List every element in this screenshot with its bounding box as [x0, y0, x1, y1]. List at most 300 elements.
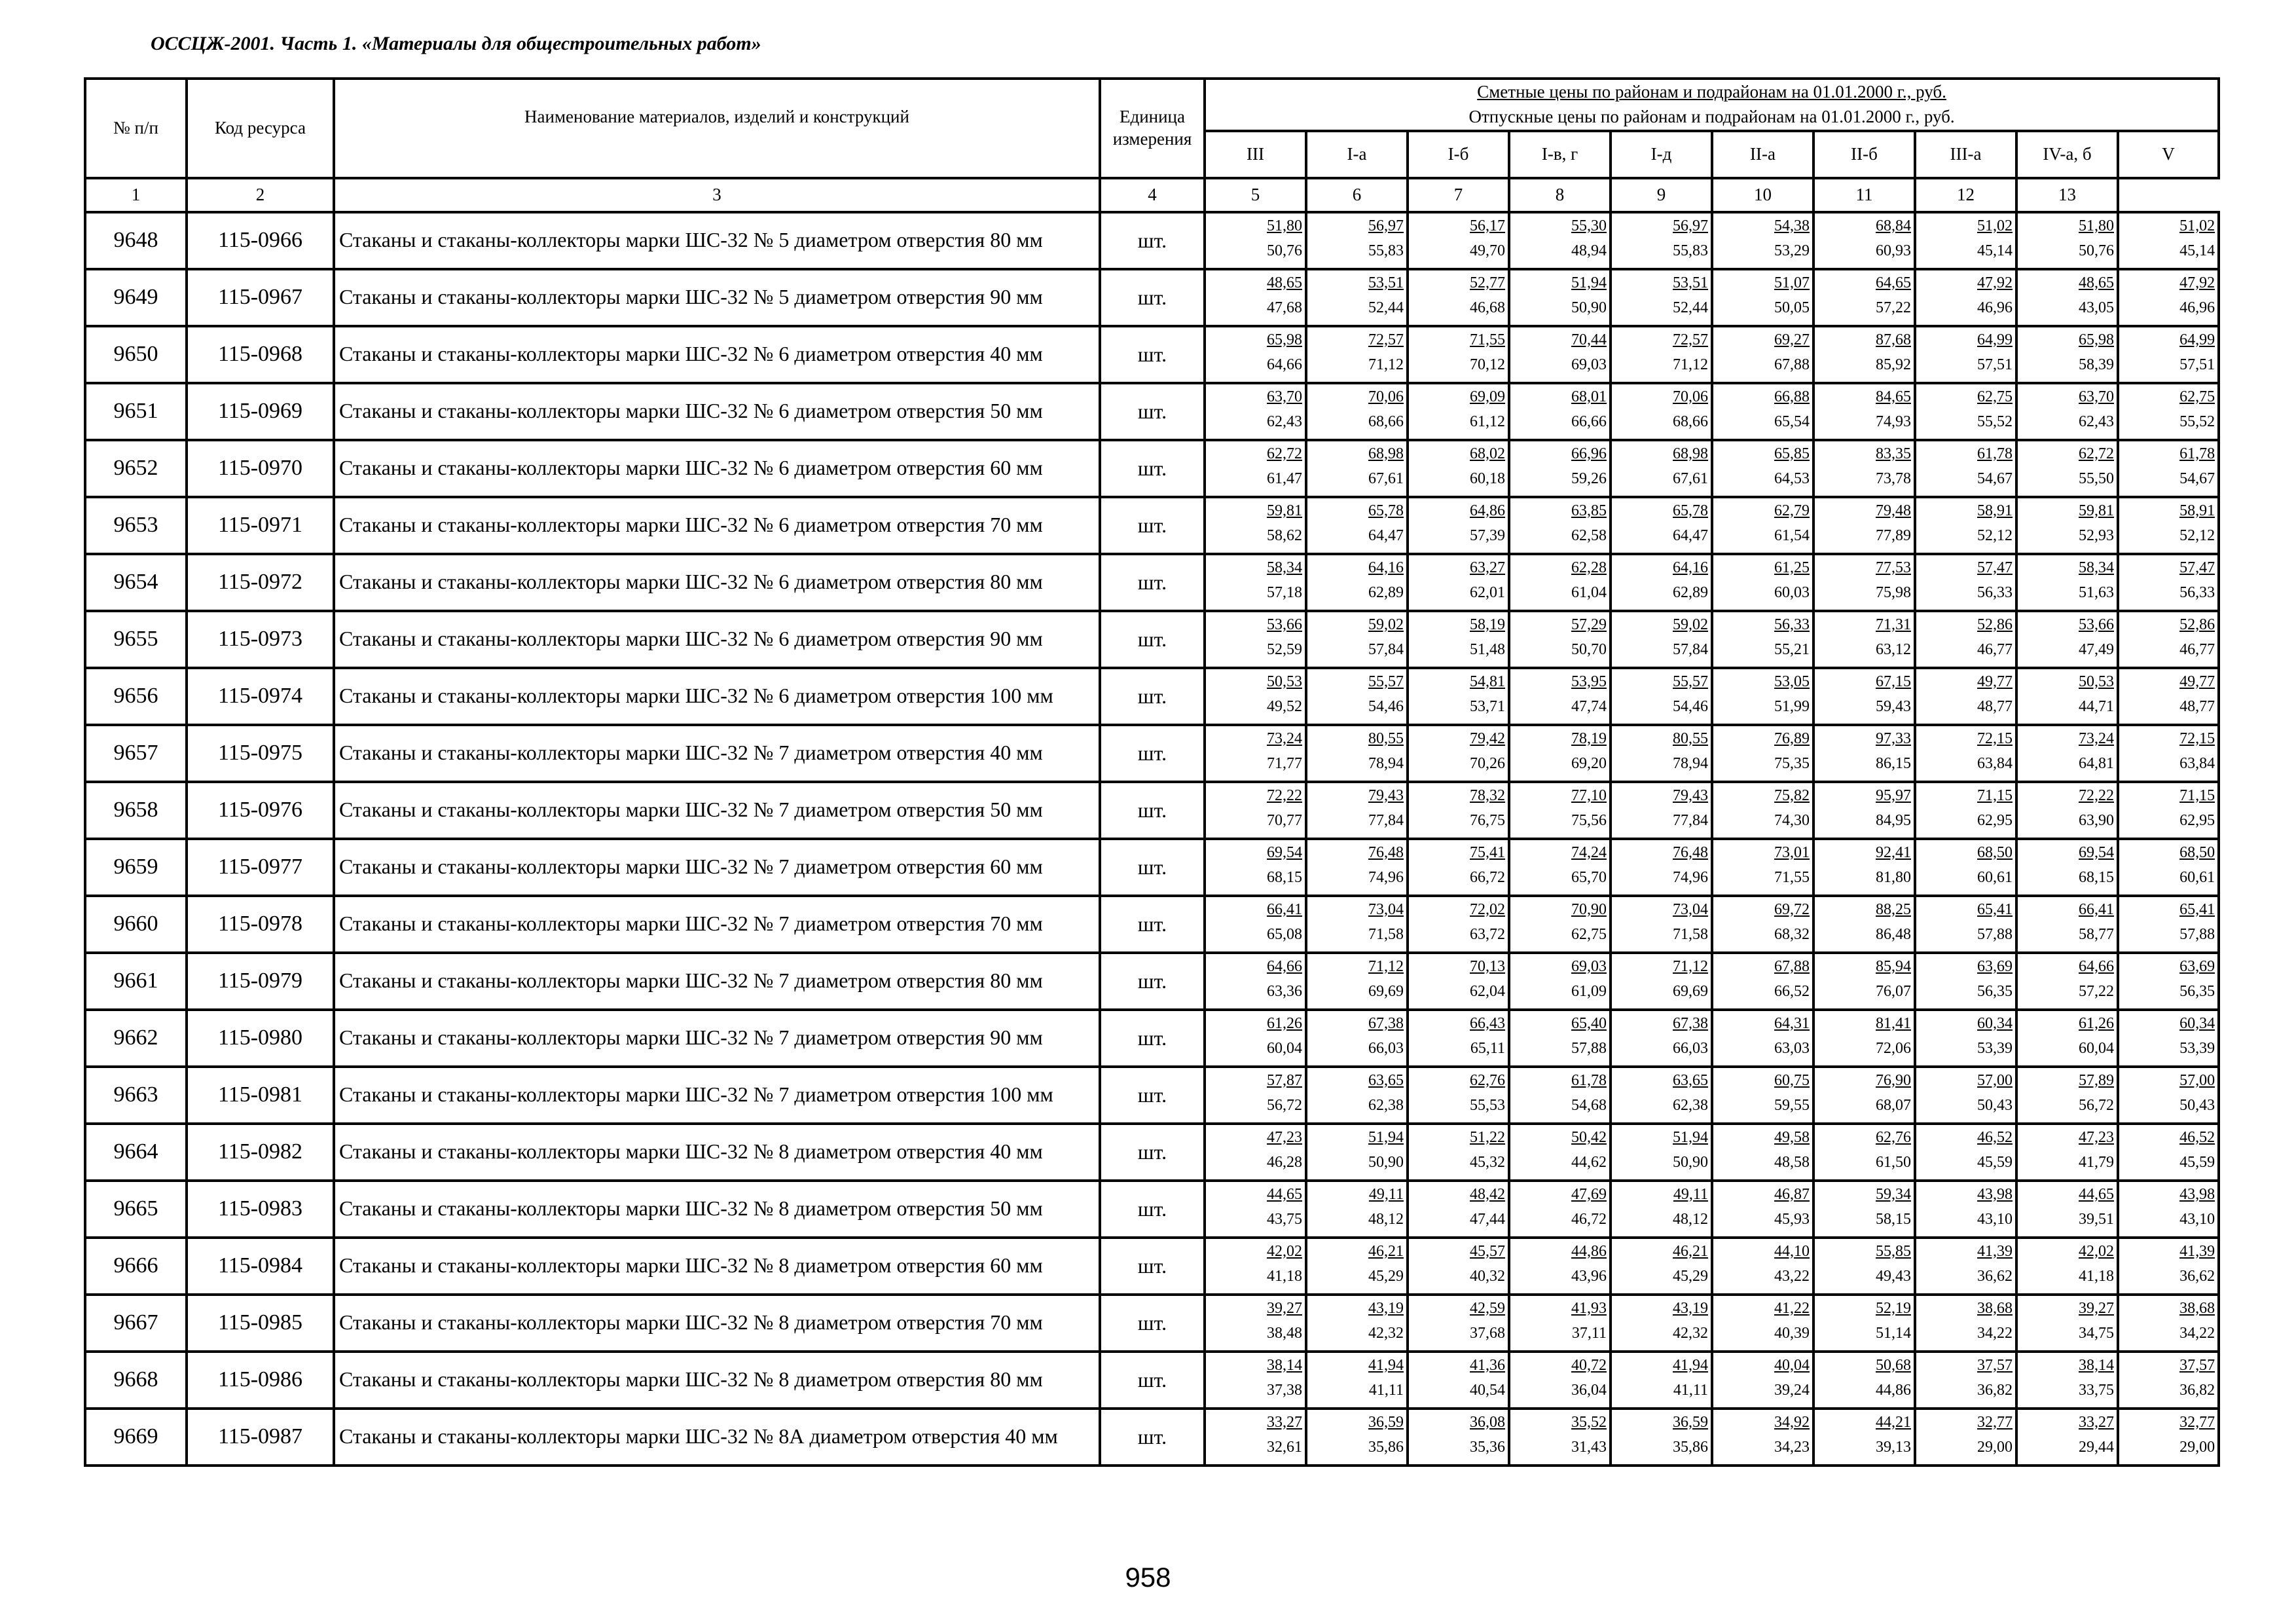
price-cell [2016, 782, 2118, 839]
release-price: 44,86 [1876, 1381, 1911, 1399]
price-cell [1813, 1352, 1915, 1409]
row-number: 9661 [85, 953, 187, 1010]
estimated-price: 34,92 [1774, 1413, 1810, 1431]
row-number: 9650 [85, 326, 187, 383]
price-cell [1712, 1067, 1813, 1124]
price-cell [2016, 554, 2118, 611]
estimated-price: 68,01 [1571, 388, 1607, 405]
estimated-price: 46,52 [2179, 1128, 2215, 1146]
estimated-price: 69,54 [1267, 843, 1302, 861]
table-row [85, 1409, 2219, 1466]
price-cell [1611, 1181, 1712, 1238]
price-cell [1509, 1409, 1611, 1466]
release-price: 35,86 [1368, 1438, 1404, 1456]
release-price: 65,11 [1470, 1039, 1505, 1057]
row-number: 9652 [85, 440, 187, 497]
release-price: 57,22 [2079, 982, 2114, 1000]
table-row [85, 1181, 2219, 1238]
price-cell [1306, 1295, 1408, 1352]
price-cell [1205, 1181, 1306, 1238]
estimated-price: 64,86 [1470, 502, 1505, 519]
price-cell [1813, 1409, 1915, 1466]
estimated-price: 69,54 [2079, 843, 2114, 861]
row-number: 9648 [85, 212, 187, 269]
release-price: 44,71 [2079, 697, 2114, 715]
resource-code: 115-0983 [187, 1181, 334, 1238]
release-price: 42,32 [1368, 1324, 1404, 1342]
price-cell [1408, 212, 1509, 269]
release-price: 55,50 [2079, 470, 2114, 487]
estimated-price: 47,69 [1571, 1185, 1607, 1203]
release-price: 39,13 [1876, 1438, 1911, 1456]
release-price: 49,70 [1470, 242, 1505, 259]
price-cell [1915, 1067, 2016, 1124]
estimated-price: 41,93 [1571, 1299, 1607, 1317]
price-cell [1509, 1238, 1611, 1295]
release-price: 62,58 [1571, 526, 1607, 544]
price-cell [1205, 839, 1306, 896]
price-cell [1915, 953, 2016, 1010]
release-price: 50,76 [1267, 242, 1302, 259]
region-header: I-в, г [1509, 131, 1611, 178]
unit: шт. [1100, 1409, 1205, 1466]
table-row [85, 1295, 2219, 1352]
release-price: 64,47 [1673, 526, 1708, 544]
release-price: 39,51 [2079, 1210, 2114, 1228]
estimated-price: 51,80 [1267, 217, 1302, 234]
estimated-price: 77,10 [1571, 786, 1607, 804]
release-price: 64,81 [2079, 754, 2114, 772]
estimated-price: 73,04 [1368, 900, 1404, 918]
estimated-price: 62,79 [1774, 502, 1810, 519]
release-price: 52,59 [1267, 640, 1302, 658]
price-cell [1509, 1124, 1611, 1181]
price-cell [1611, 668, 1712, 725]
price-cell [2016, 383, 2118, 440]
release-price: 66,66 [1571, 413, 1607, 430]
release-price: 76,07 [1876, 982, 1911, 1000]
release-price: 52,12 [1977, 526, 2013, 544]
column-number: 11 [1813, 178, 1915, 212]
estimated-price: 44,21 [1876, 1413, 1911, 1431]
price-cell [2016, 1352, 2118, 1409]
release-price: 77,89 [1876, 526, 1911, 544]
price-cell [1915, 1181, 2016, 1238]
estimated-price: 51,94 [1673, 1128, 1708, 1146]
release-price: 67,61 [1673, 470, 1708, 487]
price-cell [1408, 782, 1509, 839]
release-price: 55,21 [1774, 640, 1810, 658]
release-price: 29,00 [1977, 1438, 2013, 1456]
price-cell [1915, 839, 2016, 896]
price-cell [1813, 1067, 1915, 1124]
price-cell [1509, 1181, 1611, 1238]
page-number: 958 [1125, 1562, 1171, 1593]
row-number: 9655 [85, 611, 187, 668]
unit: шт. [1100, 1295, 1205, 1352]
estimated-price: 43,98 [1977, 1185, 2013, 1203]
table-row [85, 440, 2219, 497]
estimated-price: 71,15 [1977, 786, 2013, 804]
estimated-price: 51,94 [1368, 1128, 1404, 1146]
estimated-price: 36,59 [1368, 1413, 1404, 1431]
table-row [85, 497, 2219, 554]
resource-code: 115-0975 [187, 725, 334, 782]
estimated-price: 73,01 [1774, 843, 1810, 861]
estimated-price: 41,94 [1673, 1356, 1708, 1374]
estimated-price: 58,91 [2179, 502, 2215, 519]
estimated-price: 68,02 [1470, 445, 1505, 462]
price-cell [2118, 839, 2219, 896]
release-price: 71,58 [1673, 925, 1708, 943]
release-price: 65,08 [1267, 925, 1302, 943]
release-price: 61,54 [1774, 526, 1810, 544]
release-price: 66,52 [1774, 982, 1810, 1000]
price-cell [1509, 1010, 1611, 1067]
price-cell [1205, 725, 1306, 782]
release-price: 52,12 [2179, 526, 2215, 544]
estimated-price: 69,72 [1774, 900, 1810, 918]
estimated-price: 63,70 [2079, 388, 2114, 405]
estimated-price: 56,97 [1368, 217, 1404, 234]
estimated-price: 64,31 [1774, 1014, 1810, 1032]
release-price: 47,44 [1470, 1210, 1505, 1228]
price-cell [1712, 554, 1813, 611]
release-price: 46,72 [1571, 1210, 1607, 1228]
release-price: 35,86 [1673, 1438, 1708, 1456]
release-price: 69,20 [1571, 754, 1607, 772]
release-price: 58,62 [1267, 526, 1302, 544]
release-price: 78,94 [1368, 754, 1404, 772]
estimated-price: 60,34 [1977, 1014, 2013, 1032]
column-number: 6 [1306, 178, 1408, 212]
estimated-price: 79,42 [1470, 729, 1505, 747]
estimated-price: 53,51 [1368, 274, 1404, 291]
estimated-price: 52,86 [2179, 616, 2215, 633]
price-cell [2118, 269, 2219, 326]
release-price: 45,59 [1977, 1153, 2013, 1171]
release-price: 47,74 [1571, 697, 1607, 715]
table-row [85, 782, 2219, 839]
estimated-price: 68,84 [1876, 217, 1911, 234]
release-price: 38,48 [1267, 1324, 1302, 1342]
estimated-price: 68,50 [1977, 843, 2013, 861]
unit: шт. [1100, 269, 1205, 326]
price-cell [1205, 896, 1306, 953]
release-price: 56,72 [1267, 1096, 1302, 1114]
price-cell [1306, 1067, 1408, 1124]
price-cell [1712, 1124, 1813, 1181]
release-price: 57,84 [1368, 640, 1404, 658]
estimated-price: 47,23 [1267, 1128, 1302, 1146]
price-cell [1306, 1010, 1408, 1067]
resource-code: 115-0971 [187, 497, 334, 554]
price-cell [1712, 725, 1813, 782]
estimated-price: 62,75 [1977, 388, 2013, 405]
material-name: Стаканы и стаканы-коллекторы марки ШС-32 № 7 диаметром отверстия 70 мм [334, 896, 1100, 953]
resource-code: 115-0980 [187, 1010, 334, 1067]
price-cell [1813, 1124, 1915, 1181]
price-cell [1306, 725, 1408, 782]
estimated-price: 74,24 [1571, 843, 1607, 861]
release-price: 39,24 [1774, 1381, 1810, 1399]
release-price: 50,43 [2179, 1096, 2215, 1114]
release-price: 50,43 [1977, 1096, 2013, 1114]
estimated-price: 73,24 [2079, 729, 2114, 747]
column-number: 2 [187, 178, 334, 212]
header-release-prices: Отпускные цены по районам и подрайонам на 01.01.2000 г., руб. [1468, 106, 1955, 126]
estimated-price: 71,31 [1876, 616, 1911, 633]
estimated-price: 67,88 [1774, 957, 1810, 975]
estimated-price: 63,65 [1368, 1071, 1404, 1089]
price-cell [1915, 1238, 2016, 1295]
price-cell [1205, 326, 1306, 383]
estimated-price: 48,42 [1470, 1185, 1505, 1203]
estimated-price: 70,06 [1673, 388, 1708, 405]
price-cell [1306, 668, 1408, 725]
estimated-price: 77,53 [1876, 559, 1911, 576]
price-cell [1306, 1238, 1408, 1295]
resource-code: 115-0966 [187, 212, 334, 269]
estimated-price: 92,41 [1876, 843, 1911, 861]
price-cell [1408, 554, 1509, 611]
estimated-price: 46,21 [1368, 1242, 1404, 1260]
price-cell [1813, 554, 1915, 611]
release-price: 29,00 [2179, 1438, 2215, 1456]
release-price: 37,68 [1470, 1324, 1505, 1342]
price-cell [1408, 839, 1509, 896]
region-header: II-б [1813, 131, 1915, 178]
price-cell [2118, 953, 2219, 1010]
region-header: I-д [1611, 131, 1712, 178]
price-cell [2118, 782, 2219, 839]
estimated-price: 61,78 [2179, 445, 2215, 462]
price-cell [1611, 269, 1712, 326]
price-cell [1712, 326, 1813, 383]
release-price: 85,92 [1876, 356, 1911, 373]
release-price: 60,93 [1876, 242, 1911, 259]
price-cell [1205, 1352, 1306, 1409]
estimated-price: 55,85 [1876, 1242, 1911, 1260]
price-cell [2118, 212, 2219, 269]
release-price: 71,58 [1368, 925, 1404, 943]
release-price: 29,44 [2079, 1438, 2114, 1456]
estimated-price: 72,02 [1470, 900, 1505, 918]
release-price: 50,76 [2079, 242, 2114, 259]
release-price: 56,35 [1977, 982, 2013, 1000]
release-price: 71,12 [1673, 356, 1708, 373]
estimated-price: 78,19 [1571, 729, 1607, 747]
release-price: 61,47 [1267, 470, 1302, 487]
header-code: Код ресурса [187, 79, 334, 178]
release-price: 36,04 [1571, 1381, 1607, 1399]
price-cell [2016, 1181, 2118, 1238]
price-cell [2016, 611, 2118, 668]
row-number: 9667 [85, 1295, 187, 1352]
price-cell [2118, 896, 2219, 953]
price-cell [1306, 326, 1408, 383]
release-price: 59,43 [1876, 697, 1911, 715]
material-name: Стаканы и стаканы-коллекторы марки ШС-32 № 6 диаметром отверстия 90 мм [334, 611, 1100, 668]
estimated-price: 59,81 [1267, 502, 1302, 519]
release-price: 44,62 [1571, 1153, 1607, 1171]
resource-code: 115-0987 [187, 1409, 334, 1466]
price-cell [1915, 269, 2016, 326]
estimated-price: 50,42 [1571, 1128, 1607, 1146]
price-cell [2118, 497, 2219, 554]
estimated-price: 57,00 [2179, 1071, 2215, 1089]
price-cell [2016, 1295, 2118, 1352]
price-cell [1712, 497, 1813, 554]
release-price: 43,10 [2179, 1210, 2215, 1228]
price-cell [2118, 554, 2219, 611]
price-cell [1205, 1238, 1306, 1295]
price-cell [1915, 668, 2016, 725]
estimated-price: 61,26 [1267, 1014, 1302, 1032]
release-price: 57,88 [1977, 925, 2013, 943]
release-price: 56,33 [1977, 583, 2013, 601]
release-price: 63,84 [1977, 754, 2013, 772]
column-number: 7 [1408, 178, 1509, 212]
price-cell [1915, 782, 2016, 839]
release-price: 48,12 [1368, 1210, 1404, 1228]
release-price: 57,51 [2179, 356, 2215, 373]
price-cell [1306, 1409, 1408, 1466]
price-cell [1712, 1295, 1813, 1352]
release-price: 62,89 [1368, 583, 1404, 601]
estimated-price: 66,41 [1267, 900, 1302, 918]
release-price: 50,90 [1571, 299, 1607, 316]
price-cell [1712, 212, 1813, 269]
price-cell [1611, 839, 1712, 896]
price-cell [2016, 497, 2118, 554]
release-price: 69,69 [1673, 982, 1708, 1000]
resource-code: 115-0979 [187, 953, 334, 1010]
price-cell [2118, 1181, 2219, 1238]
resource-code: 115-0986 [187, 1352, 334, 1409]
resource-code: 115-0977 [187, 839, 334, 896]
release-price: 45,29 [1673, 1267, 1708, 1285]
unit: шт. [1100, 212, 1205, 269]
estimated-price: 42,02 [2079, 1242, 2114, 1260]
estimated-price: 56,33 [1774, 616, 1810, 633]
estimated-price: 41,39 [2179, 1242, 2215, 1260]
release-price: 53,29 [1774, 242, 1810, 259]
price-cell [1509, 269, 1611, 326]
unit: шт. [1100, 497, 1205, 554]
price-cell [1915, 554, 2016, 611]
table-row [85, 611, 2219, 668]
estimated-price: 39,27 [2079, 1299, 2114, 1317]
release-price: 37,11 [1571, 1324, 1607, 1342]
estimated-price: 38,68 [2179, 1299, 2215, 1317]
release-price: 55,53 [1470, 1096, 1505, 1114]
table-row [85, 839, 2219, 896]
price-cell [1813, 668, 1915, 725]
price-cell [2118, 668, 2219, 725]
unit: шт. [1100, 1352, 1205, 1409]
row-number: 9660 [85, 896, 187, 953]
release-price: 34,75 [2079, 1324, 2114, 1342]
estimated-price: 57,87 [1267, 1071, 1302, 1089]
release-price: 58,39 [2079, 356, 2114, 373]
release-price: 45,29 [1368, 1267, 1404, 1285]
estimated-price: 76,89 [1774, 729, 1810, 747]
estimated-price: 33,27 [2079, 1413, 2114, 1431]
estimated-price: 64,99 [1977, 331, 2013, 348]
price-cell [1813, 1010, 1915, 1067]
release-price: 49,43 [1876, 1267, 1911, 1285]
estimated-price: 72,22 [2079, 786, 2114, 804]
table-row [85, 326, 2219, 383]
release-price: 35,36 [1470, 1438, 1505, 1456]
estimated-price: 44,10 [1774, 1242, 1810, 1260]
price-cell [1408, 1010, 1509, 1067]
price-cell [1712, 1352, 1813, 1409]
release-price: 32,61 [1267, 1438, 1302, 1456]
resource-code: 115-0973 [187, 611, 334, 668]
unit: шт. [1100, 725, 1205, 782]
price-cell [1205, 953, 1306, 1010]
estimated-price: 70,06 [1368, 388, 1404, 405]
estimated-price: 81,41 [1876, 1014, 1911, 1032]
release-price: 66,03 [1673, 1039, 1708, 1057]
unit: шт. [1100, 1124, 1205, 1181]
release-price: 63,36 [1267, 982, 1302, 1000]
price-cell [1509, 1295, 1611, 1352]
estimated-price: 66,88 [1774, 388, 1810, 405]
price-cell [1408, 1067, 1509, 1124]
estimated-price: 49,77 [2179, 673, 2215, 690]
region-header: III-а [1915, 131, 2016, 178]
region-header: V [2118, 131, 2219, 178]
estimated-price: 63,27 [1470, 559, 1505, 576]
estimated-price: 62,72 [1267, 445, 1302, 462]
material-name: Стаканы и стаканы-коллекторы марки ШС-32 № 7 диаметром отверстия 90 мм [334, 1010, 1100, 1067]
estimated-price: 62,72 [2079, 445, 2114, 462]
estimated-price: 42,02 [1267, 1242, 1302, 1260]
release-price: 61,04 [1571, 583, 1607, 601]
estimated-price: 71,12 [1673, 957, 1708, 975]
price-cell [2118, 326, 2219, 383]
resource-code: 115-0978 [187, 896, 334, 953]
unit: шт. [1100, 1238, 1205, 1295]
price-cell [1915, 326, 2016, 383]
release-price: 56,35 [2179, 982, 2215, 1000]
region-header: I-б [1408, 131, 1509, 178]
price-cell [1408, 383, 1509, 440]
release-price: 60,03 [1774, 583, 1810, 601]
price-cell [1813, 326, 1915, 383]
estimated-price: 88,25 [1876, 900, 1911, 918]
row-number: 9666 [85, 1238, 187, 1295]
estimated-price: 65,98 [1267, 331, 1302, 348]
estimated-price: 75,41 [1470, 843, 1505, 861]
estimated-price: 67,15 [1876, 673, 1911, 690]
unit: шт. [1100, 383, 1205, 440]
price-cell [1712, 839, 1813, 896]
row-number: 9663 [85, 1067, 187, 1124]
estimated-price: 50,53 [1267, 673, 1302, 690]
price-cell [1306, 1181, 1408, 1238]
table-row [85, 1067, 2219, 1124]
estimated-price: 69,27 [1774, 331, 1810, 348]
release-price: 57,18 [1267, 583, 1302, 601]
column-number: 3 [334, 178, 1100, 212]
price-cell [1205, 212, 1306, 269]
release-price: 50,90 [1673, 1153, 1708, 1171]
price-cell [2118, 1238, 2219, 1295]
